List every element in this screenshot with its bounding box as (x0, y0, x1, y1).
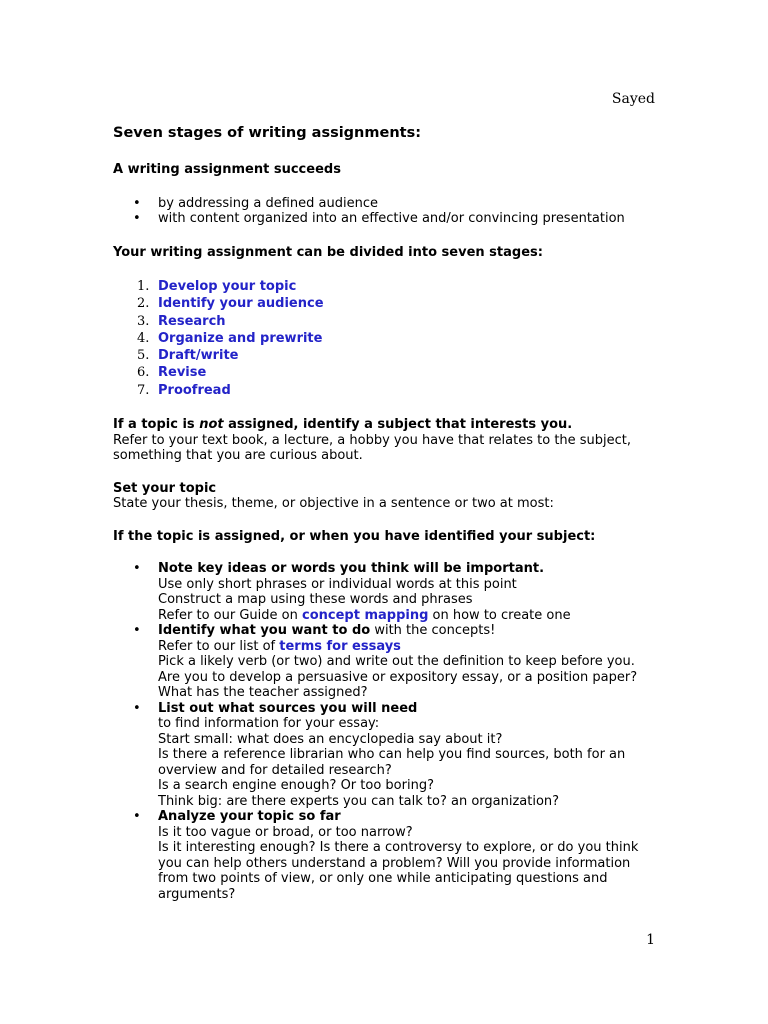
set-topic-body: State your thesis, theme, or objective in a sentence or two at most: (113, 496, 554, 512)
line-text: on how to create one (428, 607, 571, 623)
assigned-heading: If the topic is assigned, or when you have identified your subject: (113, 528, 596, 544)
heading-text: If a topic is (113, 417, 200, 433)
stage-number: 1. (137, 279, 150, 294)
item-line: Construct a map using these words and phrases (158, 592, 473, 608)
stage-link-proofread[interactable]: Proofread (158, 382, 231, 398)
item-title: • Note key ideas or words you think will be important. (158, 561, 545, 577)
item-line: Start small: what does an encyclopedia say about it? (158, 731, 503, 747)
terms-for-essays-link[interactable]: terms for essays (279, 638, 401, 654)
item-title: • Analyze your topic so far (158, 809, 341, 825)
stage-item[interactable] (113, 278, 658, 295)
line-text: Refer to our Guide on (158, 607, 302, 623)
stage-number: 5. (137, 348, 150, 364)
item-line: Is there a reference librarian who can help you find sources, both for an overview and for detailed research? (158, 747, 626, 778)
item-line (158, 639, 658, 655)
stage-item[interactable] (113, 313, 658, 330)
title-rest: with the concepts! (370, 623, 496, 639)
stage-link-develop-topic[interactable]: Develop your topic (158, 279, 297, 294)
page-number: 1 (646, 932, 655, 948)
list-item (113, 809, 658, 902)
not-assigned-heading (113, 417, 658, 433)
item-line: Pick a likely verb (or two) and write out the definition to keep before you. (158, 654, 635, 670)
list-item (113, 623, 658, 701)
title-bold: Identify what you want to do (158, 623, 371, 639)
stage-link-identify-audience[interactable]: Identify your audience (158, 296, 324, 312)
heading-emphasis: not (199, 417, 224, 433)
item-line: Is a search engine enough? Or too boring? (158, 778, 434, 794)
stage-link-revise[interactable]: Revise (158, 365, 207, 381)
item-line: What has the teacher assigned? (158, 685, 368, 701)
stage-item[interactable] (113, 295, 658, 312)
heading-text: assigned, identify a subject that interests you. (223, 417, 573, 433)
item-line: to find information for your essay: (158, 716, 380, 732)
stage-number: 3. (137, 313, 150, 329)
document-body (113, 124, 658, 902)
intro-heading: A writing assignment succeeds (113, 162, 341, 177)
page-title: Seven stages of writing assignments: (113, 125, 422, 141)
item-line: Is it interesting enough? Is there a controversy to explore, or do you think you can help others understand a problem? Will you provide information from two points of view, or only one while anticipating questions and arguments? (158, 840, 639, 902)
stage-number: 6. (137, 365, 150, 381)
concept-mapping-link[interactable]: concept mapping (301, 607, 429, 623)
item-line: Think big: are there experts you can talk to? an organization? (158, 793, 560, 809)
stage-link-research[interactable]: Research (158, 313, 226, 329)
item-line: Use only short phrases or individual words at this point (158, 576, 517, 592)
item-title: • List out what sources you will need (158, 700, 418, 716)
set-topic-heading: Set your topic (113, 480, 217, 496)
stage-link-draft[interactable]: Draft/write (158, 348, 239, 364)
stage-number: 7. (137, 382, 150, 398)
not-assigned-body: Refer to your text book, a lecture, a hobby you have that relates to the subject, something that you are curious about. (113, 432, 632, 464)
item-line: Are you to develop a persuasive or expository essay, or a position paper? (158, 669, 638, 685)
stage-item[interactable] (113, 330, 658, 347)
stage-number: 2. (137, 296, 150, 312)
stage-item[interactable] (113, 347, 658, 364)
line-text: Refer to our list of (158, 638, 280, 654)
item-title (158, 623, 658, 639)
stage-number: 4. (137, 330, 150, 346)
stage-link-organize[interactable]: Organize and prewrite (158, 330, 323, 346)
stage-item[interactable] (113, 382, 658, 399)
list-item (113, 561, 658, 623)
stages-list (113, 278, 658, 399)
assigned-list (113, 561, 658, 902)
item-line (158, 608, 658, 624)
list-item (113, 701, 658, 810)
author-name: Sayed (611, 91, 655, 107)
item-line: Is it too vague or broad, or too narrow? (158, 824, 413, 840)
stage-item[interactable] (113, 364, 658, 381)
intro-list (113, 196, 658, 227)
stages-heading: Your writing assignment can be divided into seven stages: (113, 244, 543, 260)
list-item: • with content organized into an effective and/or convincing presentation (113, 211, 658, 227)
list-item: • by addressing a defined audience (113, 196, 658, 212)
